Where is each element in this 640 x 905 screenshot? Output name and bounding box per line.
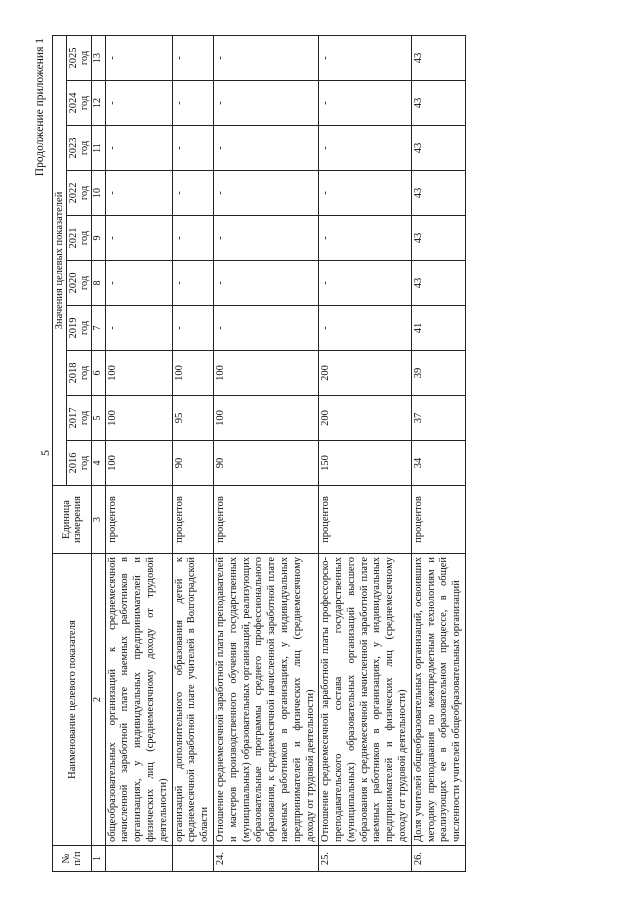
page-number: 5 bbox=[38, 449, 52, 456]
value-cell: 43 bbox=[411, 80, 465, 125]
value-cell: 100 bbox=[105, 395, 172, 440]
value-cell: 100 bbox=[172, 350, 213, 395]
column-index-row bbox=[92, 35, 106, 871]
value-cell: - bbox=[172, 35, 213, 80]
value-cell: - bbox=[105, 35, 172, 80]
value-cell: 100 bbox=[105, 440, 172, 485]
indicators-table bbox=[52, 34, 466, 871]
value-cell: - bbox=[105, 125, 172, 170]
unit-cell: процентов bbox=[411, 485, 465, 553]
column-index-cell: 3 bbox=[92, 485, 106, 553]
header-values-group: Значения целевых показателей bbox=[53, 35, 67, 485]
indicator-name: Доля учителей общеобразовательных организаций, освоивших методику преподавания по межпредметным технологиям и реализующих ее в образовательном процессе, в общей численности учителей общеобразовательных организаций bbox=[411, 553, 465, 845]
indicator-name: общеобразовательных организаций к среднемесячной начисленной заработной плате наемных работников в организациях, у индивидуальных предпринимателей и физических лиц (среднемесячному доходу от трудовой деятельности) bbox=[105, 553, 172, 845]
value-cell: - bbox=[213, 35, 318, 80]
value-cell: 100 bbox=[213, 350, 318, 395]
column-index-cell: 10 bbox=[92, 170, 106, 215]
table-row bbox=[319, 35, 412, 871]
table-row bbox=[213, 35, 318, 871]
indicator-name: Отношение среднемесячной заработной платы преподавателей и мастеров производственного обучения государственных (муниципальных) образовательных организаций, реализующих образовательные программы среднего профессионального образования, к среднемесячной начисленной заработной плате наемных работников в организациях, у индивидуальных предпринимателей и физических лиц (среднемесячному доходу от трудовой деятельности) bbox=[213, 553, 318, 845]
column-index-cell: 5 bbox=[92, 395, 106, 440]
header-year: 2018 год bbox=[67, 350, 92, 395]
value-cell: - bbox=[172, 80, 213, 125]
value-cell: - bbox=[319, 125, 412, 170]
column-index-cell: 11 bbox=[92, 125, 106, 170]
header-year: 2020 год bbox=[67, 260, 92, 305]
value-cell: 200 bbox=[319, 395, 412, 440]
unit-cell: процентов bbox=[105, 485, 172, 553]
value-cell: - bbox=[105, 305, 172, 350]
continuation-title: Продолжение приложения 1 bbox=[34, 37, 46, 176]
value-cell: 41 bbox=[411, 305, 465, 350]
value-cell: - bbox=[319, 80, 412, 125]
value-cell: 39 bbox=[411, 350, 465, 395]
value-cell: - bbox=[105, 215, 172, 260]
indicator-name: Отношение среднемесячной заработной платы профессорско-преподавательского состава государственных (муниципальных) образовательных организаций высшего образования к среднемесячной начисленной заработной плате наемных работников в организациях, у индивидуальных предпринимателей и физических лиц (среднемесячному доходу от трудовой деятельности) bbox=[319, 553, 412, 845]
header-num: № п/п bbox=[53, 845, 92, 871]
value-cell: 150 bbox=[319, 440, 412, 485]
header-year: 2023 год bbox=[67, 125, 92, 170]
header-year: 2024 год bbox=[67, 80, 92, 125]
value-cell: 43 bbox=[411, 125, 465, 170]
indicator-name: организаций дополнительного образования детей к среднемесячной заработной плате учителей в Волгоградской области bbox=[172, 553, 213, 845]
value-cell: - bbox=[172, 170, 213, 215]
value-cell: - bbox=[172, 125, 213, 170]
value-cell: - bbox=[172, 305, 213, 350]
value-cell: - bbox=[319, 305, 412, 350]
value-cell: 200 bbox=[319, 350, 412, 395]
table-body bbox=[105, 35, 466, 871]
unit-cell: процентов bbox=[319, 485, 412, 553]
value-cell: - bbox=[319, 215, 412, 260]
value-cell: - bbox=[213, 125, 318, 170]
value-cell: 43 bbox=[411, 260, 465, 305]
value-cell: 37 bbox=[411, 395, 465, 440]
column-index-cell: 13 bbox=[92, 35, 106, 80]
table-header bbox=[53, 35, 106, 871]
column-index-cell: 1 bbox=[92, 845, 106, 871]
value-cell: 43 bbox=[411, 35, 465, 80]
header-unit: Единица измерения bbox=[53, 485, 92, 553]
header-name: Наименование целевого показателя bbox=[53, 553, 92, 845]
column-index-cell: 7 bbox=[92, 305, 106, 350]
value-cell: - bbox=[172, 215, 213, 260]
header-year: 2017 год bbox=[67, 395, 92, 440]
table-row bbox=[172, 35, 213, 871]
column-index-cell: 9 bbox=[92, 215, 106, 260]
value-cell: - bbox=[213, 260, 318, 305]
value-cell: - bbox=[213, 80, 318, 125]
value-cell: 95 bbox=[172, 395, 213, 440]
row-number: 26. bbox=[411, 845, 465, 871]
column-index-cell: 6 bbox=[92, 350, 106, 395]
value-cell: - bbox=[105, 80, 172, 125]
unit-cell: процентов bbox=[172, 485, 213, 553]
value-cell: - bbox=[213, 215, 318, 260]
value-cell: - bbox=[105, 260, 172, 305]
value-cell: - bbox=[213, 305, 318, 350]
header-year: 2022 год bbox=[67, 170, 92, 215]
header-year: 2019 год bbox=[67, 305, 92, 350]
row-number bbox=[105, 845, 172, 871]
table-row bbox=[105, 35, 172, 871]
value-cell: 90 bbox=[213, 440, 318, 485]
value-cell: 43 bbox=[411, 215, 465, 260]
value-cell: - bbox=[319, 35, 412, 80]
value-cell: - bbox=[319, 170, 412, 215]
rotated-sheet bbox=[30, 28, 610, 878]
value-cell: 34 bbox=[411, 440, 465, 485]
header-year: 2021 год bbox=[67, 215, 92, 260]
row-number: 25. bbox=[319, 845, 412, 871]
value-cell: - bbox=[213, 170, 318, 215]
column-index-cell: 12 bbox=[92, 80, 106, 125]
value-cell: 100 bbox=[105, 350, 172, 395]
value-cell: 90 bbox=[172, 440, 213, 485]
table-row bbox=[411, 35, 465, 871]
column-index-cell: 8 bbox=[92, 260, 106, 305]
value-cell: 100 bbox=[213, 395, 318, 440]
value-cell: - bbox=[105, 170, 172, 215]
header-year: 2025 год bbox=[67, 35, 92, 80]
value-cell: 43 bbox=[411, 170, 465, 215]
column-index-cell: 2 bbox=[92, 553, 106, 845]
unit-cell: процентов bbox=[213, 485, 318, 553]
row-number: 24. bbox=[213, 845, 318, 871]
value-cell: - bbox=[319, 260, 412, 305]
row-number bbox=[172, 845, 213, 871]
value-cell: - bbox=[172, 260, 213, 305]
column-index-cell: 4 bbox=[92, 440, 106, 485]
header-year: 2016 год bbox=[67, 440, 92, 485]
